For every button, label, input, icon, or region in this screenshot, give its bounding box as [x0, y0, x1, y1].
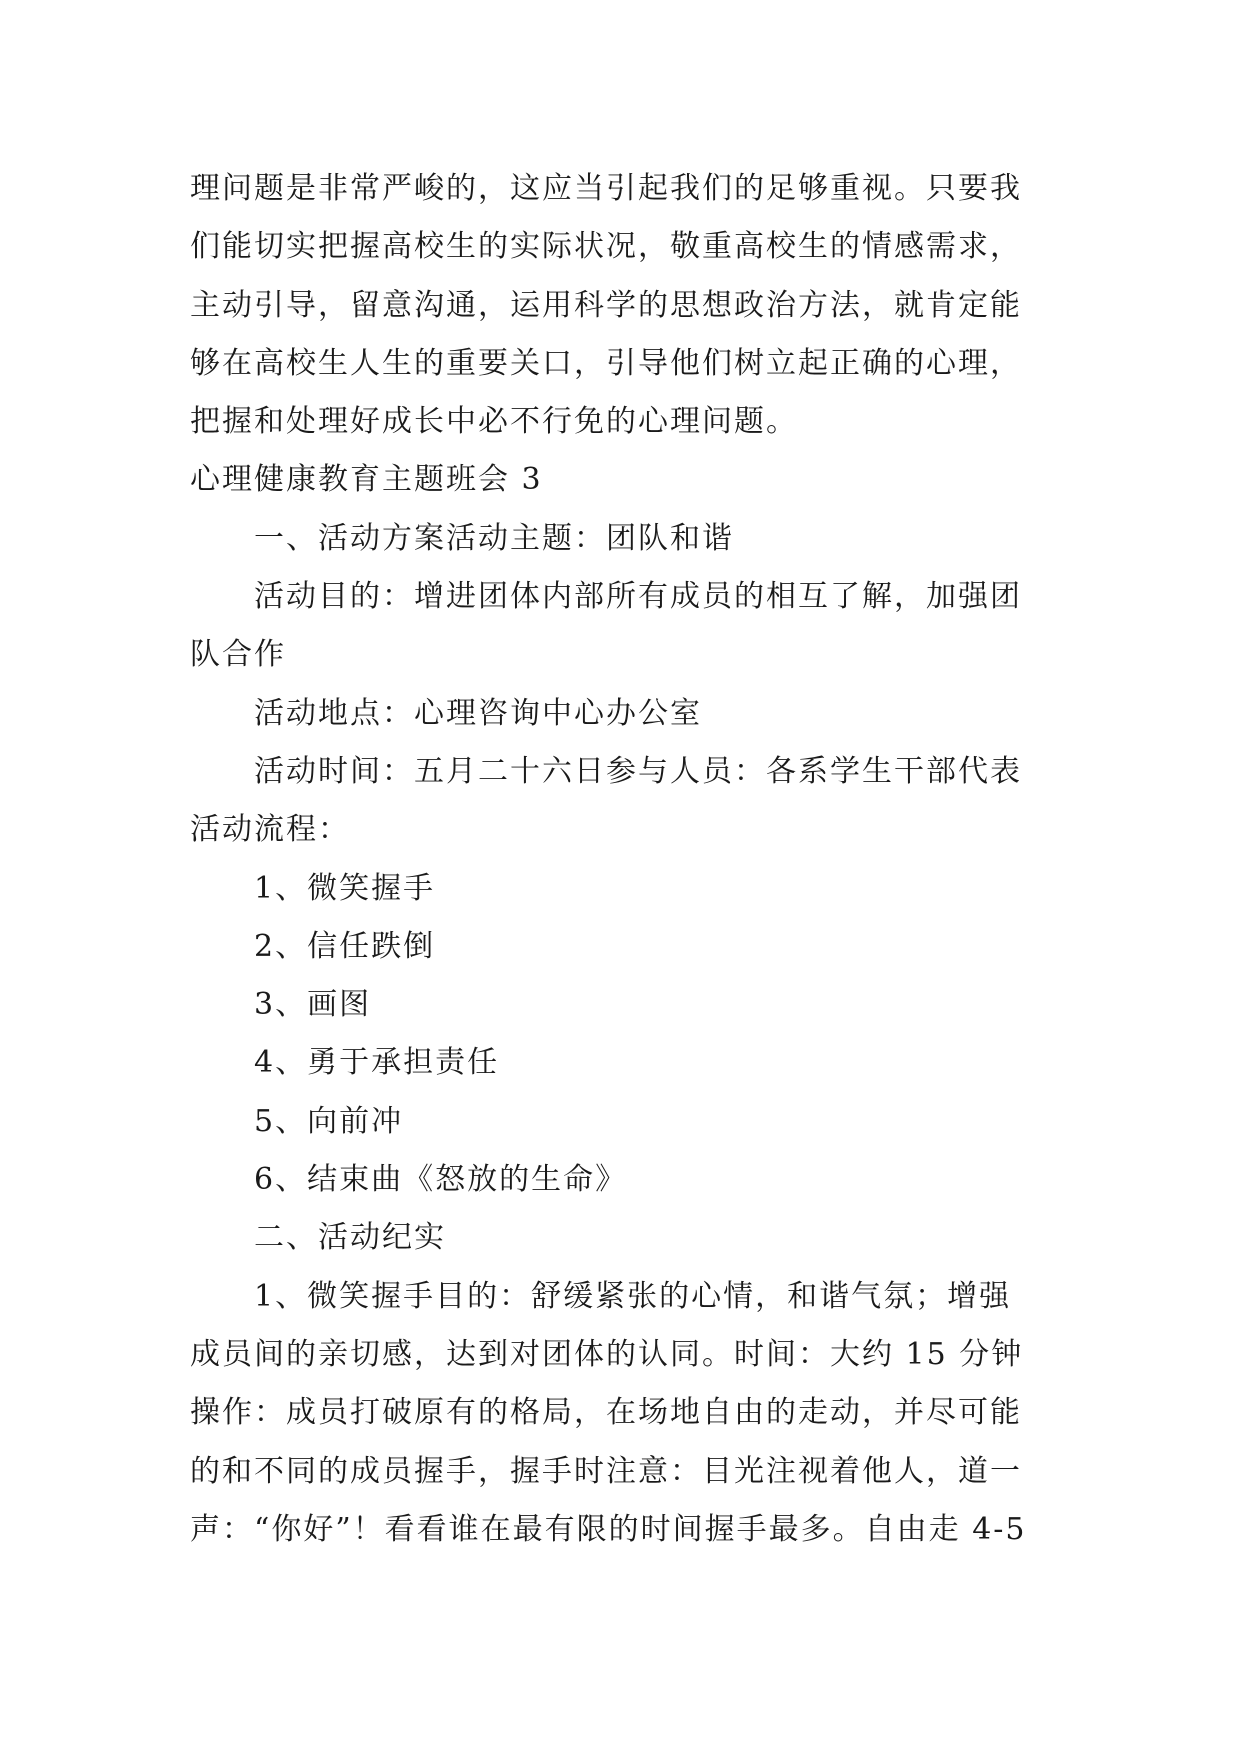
body-line: 主动引导，留意沟通，运用科学的思想政治方法，就肯定能 — [190, 287, 1022, 323]
list-item: 4、勇于承担责任 — [254, 1045, 500, 1081]
body-line: 活动目的：增进团体内部所有成员的相互了解，加强团 — [254, 579, 1022, 615]
body-line: 一、活动方案活动主题：团队和谐 — [254, 520, 734, 556]
body-line: 成员间的亲切感，达到对团体的认同。时间：大约 15 分钟 — [190, 1336, 1024, 1372]
body-line: 把握和处理好成长中必不行免的心理问题。 — [190, 404, 798, 440]
body-line: 们能切实把握高校生的实际状况，敬重高校生的情感需求， — [190, 229, 1022, 265]
body-line: 理问题是非常严峻的，这应当引起我们的足够重视。只要我 — [190, 171, 1022, 206]
body-line: 1、微笑握手目的：舒缓紧张的心情，和谐气氛；增强 — [254, 1278, 1012, 1314]
list-item: 2、信任跌倒 — [254, 928, 436, 964]
body-line: 活动流程： — [190, 812, 350, 848]
body-line: 二、活动纪实 — [254, 1220, 446, 1256]
body-line: 活动时间：五月二十六日参与人员：各系学生干部代表 — [254, 753, 1022, 789]
body-line: 声：“你好”！看看谁在最有限的时间握手最多。自由走 4-5 — [190, 1511, 1027, 1547]
body-line: 够在高校生人生的重要关口，引导他们树立起正确的心理， — [190, 345, 1022, 381]
document-body — [190, 160, 1050, 1559]
body-line: 队合作 — [190, 637, 286, 673]
body-line: 操作：成员打破原有的格局，在场地自由的走动，并尽可能 — [190, 1395, 1022, 1431]
body-line: 的和不同的成员握手，握手时注意：目光注视着他人，道一 — [190, 1453, 1022, 1489]
list-item: 5、向前冲 — [254, 1103, 404, 1139]
list-item: 1、微笑握手 — [254, 870, 436, 906]
list-item: 3、画图 — [254, 987, 372, 1023]
body-line: 活动地点：心理咨询中心办公室 — [254, 695, 702, 731]
list-item: 6、结束曲《怒放的生命》 — [254, 1162, 628, 1198]
section-heading: 心理健康教育主题班会 3 — [190, 462, 543, 498]
